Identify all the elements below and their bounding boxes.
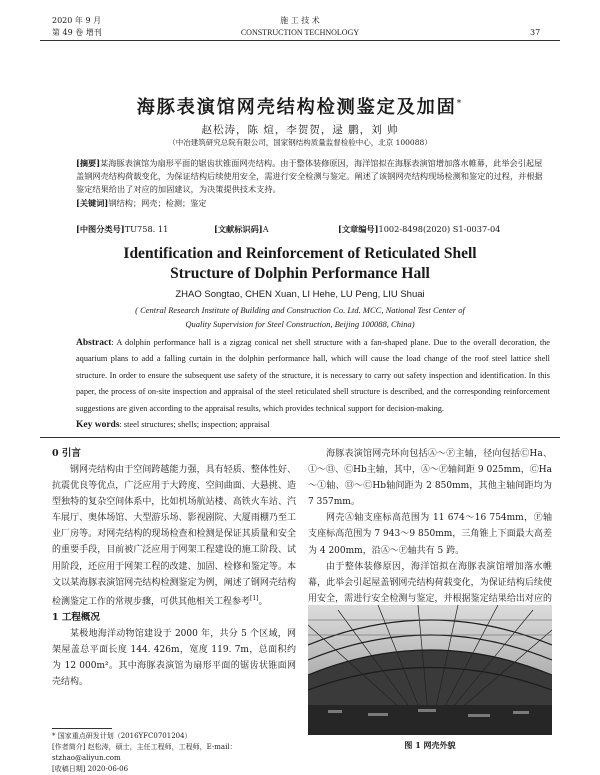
keywords-cn-text: 钢结构；网壳；检测；鉴定 — [108, 197, 207, 208]
keywords-en — [76, 420, 550, 430]
header-page-number: 37 — [530, 28, 541, 37]
keywords-en-text: : steel structures; shells; inspection; appraisal — [119, 420, 270, 429]
header-volume: 第 49 卷 增刊 — [52, 28, 102, 37]
footnote-fund: * 国家重点研发计划（2016YFC0701204） — [52, 732, 192, 740]
abstract-cn-text: 某海豚表演馆为扇形平面的锯齿状锥面网壳结构。由于整体装修原因，海洋馆拟在海豚表演馆增加落水帷幕，此举会引起屋盖钢网壳结构荷载变化，为保证结构后续使用安全，需进行安全检测与鉴定。阐述了该钢网壳结构现场检测和鉴定的过程，并根据鉴定结果给出了对应的加固建议，为决策提供技术支持。 — [76, 158, 543, 195]
section-0-paragraph: 钢网壳结构由于空间跨越能力强，具有轻质、整体性好、抗震优良等优点，广泛应用于大跨度、空间曲面、大悬挑、造型独特的复杂空间体系中，比如机场航站楼、高铁火车站、汽车展厅、奥体场馆、大型游乐场、影视剧院、大厦雨棚乃至工业厂房等。对网壳结构的现场检查和检测是保证其质量和安全的重要手段，目前被广泛应用于网架工程建设的施工阶段、试用阶段，还应用于网架工程的改建、加固、检修和鉴定等。本文以某海豚表演馆网壳结构检测鉴定为例，阐述了钢网壳结构检测鉴定工作的常规步骤，可供其他相关工程参考[1]。 — [52, 465, 296, 607]
footnote-rule — [52, 728, 112, 729]
clc-label: [中图分类号] — [76, 224, 125, 234]
affiliation-cn: （中冶建筑研究总院有限公司，国家钢结构质量监督检验中心，北京 100088） — [168, 138, 432, 147]
right-paragraph-2: 网壳Ⓐ轴支座标高范围为 11 674～16 754mm，Ⓕ轴支座标高范围为 7 943～9 850mm，三角锥上下面最大高差为 4 200mm，沿Ⓐ～Ⓕ轴共有 5 跨。 — [308, 513, 552, 556]
left-column — [52, 446, 296, 690]
section-1-heading: 1 工程概况 — [52, 611, 100, 623]
abstract-rule — [40, 437, 560, 438]
article-number-label: [文章编号] — [338, 224, 379, 234]
header-journal-en: CONSTRUCTION TECHNOLOGY — [240, 28, 360, 37]
footnotes — [52, 731, 296, 775]
clc-line — [76, 224, 168, 235]
authors-en: ZHAO Songtao, CHEN Xuan, LI Hehe, LU Peng, LIU Shuai — [175, 289, 425, 300]
doc-code-line — [214, 224, 269, 235]
affiliation-en-line-1: ( Central Research Institute of Building and Construction Co. Ltd. MCC, National Test Center of — [135, 305, 465, 315]
figure-1-caption: 图 1 网壳外貌 — [404, 740, 456, 750]
title-cn-text: 海豚表演馆网壳结构检测鉴定及加固 — [136, 97, 457, 118]
right-paragraph-3: 由于整体装修原因，海洋馆拟在海豚表演馆增加落水帷幕，此举会引起屋盖钢网壳结构荷载变化，为保证结构后续使用安全，需进行安全检测与鉴定，并根据鉴定结果给出对应的 — [308, 561, 552, 604]
abstract-cn — [76, 157, 550, 210]
right-paragraph-1: 海豚表演馆网壳环向包括Ⓐ～Ⓕ主轴，径向包括ⒸHa、①～⑬、ⒸHb主轴，其中，Ⓐ～Ⓕ轴间距 9 025mm，ⒸHa～①轴、⑬～ⒸHb轴间距为 2 850mm，其他主轴间距均为 7 357mm。 — [308, 449, 552, 508]
abstract-en — [76, 335, 550, 417]
reference-1: [1] — [250, 594, 259, 602]
abstract-en-text: : A dolphin performance hall is a zigzag conical net shell structure with a fan-shaped plane. Due to the overall decoration, the aquarium plans to add a falling curtain in the dolphin performance hall, which will cause the load change of the roof steel lattice shell structure. In order to ensure the subsequent use safety of the structure, it is necessary to carry out safety inspection and identification. In this paper, the process of on-site inspection and appraisal of the steel reticulated shell structure is described, and the corresponding reinforcement suggestions are given according to the appraisal results, which provides technical support for decision-making. — [76, 338, 550, 413]
article-number-line — [338, 224, 500, 235]
header-rule — [40, 40, 560, 41]
keywords-cn-label: [关键词] — [76, 197, 109, 208]
authors-cn: 赵松涛，陈 煊，李贺贺，逯 鹏，刘 帅 — [201, 124, 399, 136]
clc-value: TU758. 11 — [124, 224, 169, 234]
title-footnote-mark: * — [456, 99, 464, 109]
dome-lattice-illustration — [308, 605, 552, 735]
affiliation-en-line-2: Quality Supervision for Steel Construction, Beijing 100088, China) — [185, 319, 415, 329]
abstract-en-label: Abstract — [76, 338, 112, 348]
footnote-received: [收稿日期] 2020-06-06 — [52, 765, 129, 773]
footnote-author: [作者简介] 赵松涛，硕士，主任工程师，工程师，E-mail：stzhao@aliyun.com — [52, 743, 237, 762]
title-cn — [0, 93, 600, 119]
doc-code-value: A — [262, 224, 269, 234]
abstract-cn-label: [摘要] — [76, 158, 101, 168]
section-1-paragraph: 某极地海洋动物馆建设于 2000 年，共分 5 个区域，网架屋盖总平面长度 144. 426m，宽度 119. 7m，总面积约为 12 000m²。其中海豚表演馆为扇形平面的锯齿状锥面网壳结构。 — [52, 628, 296, 688]
keywords-en-label: Key words — [76, 420, 120, 430]
header-date: 2020 年 9 月 — [52, 16, 102, 25]
title-en-line-1: Identification and Reinforcement of Reticulated Shell — [123, 245, 477, 262]
figure-1-photo — [308, 605, 552, 735]
title-en-line-2: Structure of Dolphin Performance Hall — [170, 265, 430, 282]
section-0-heading: 0 引言 — [52, 448, 81, 459]
doc-code-label: [文献标识码] — [214, 224, 263, 234]
article-number-value: 1002-8498(2020) S1-0037-04 — [378, 224, 501, 234]
header-journal-cn: 施 工 技 术 — [280, 16, 320, 25]
right-column — [308, 446, 552, 623]
